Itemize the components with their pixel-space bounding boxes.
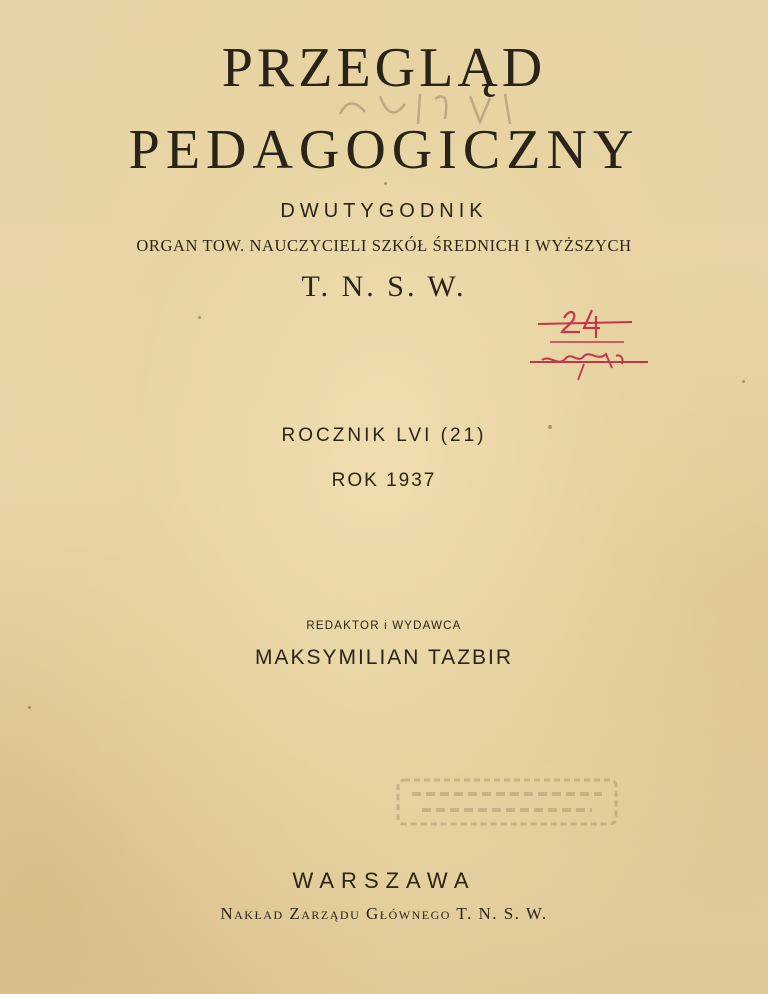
publication-city: WARSZAWA xyxy=(292,868,476,893)
publication-year: ROK 1937 xyxy=(331,470,437,491)
publisher-line: Nakład Zarządu Głównego T. N. S. W. xyxy=(220,904,548,923)
paper-spot xyxy=(742,380,745,383)
editor-name: MAKSYMILIAN TAZBIR xyxy=(254,646,514,669)
journal-title-line1: PRZEGLĄD xyxy=(221,37,547,99)
library-stamp-mark xyxy=(392,772,622,832)
paper-spot xyxy=(198,316,201,319)
faded-stamp-mark xyxy=(320,84,530,134)
volume-number: ROCZNIK LVI (21) xyxy=(281,425,487,446)
editor-role: REDAKTOR i WYDAWCA xyxy=(306,620,462,632)
paper-spot xyxy=(28,706,31,709)
society-abbreviation: T. N. S. W. xyxy=(301,270,467,303)
paper-spot xyxy=(548,425,552,429)
journal-title-line2: PEDAGOGICZNY xyxy=(128,119,640,181)
paper-spot xyxy=(384,182,387,185)
organ-line: ORGAN TOW. NAUCZYCIELI SZKÓŁ ŚREDNICH I WYŻSZYCH xyxy=(136,236,632,255)
periodicity-subtitle: DWUTYGODNIK xyxy=(280,200,488,222)
handwritten-shelf-mark xyxy=(520,298,660,390)
